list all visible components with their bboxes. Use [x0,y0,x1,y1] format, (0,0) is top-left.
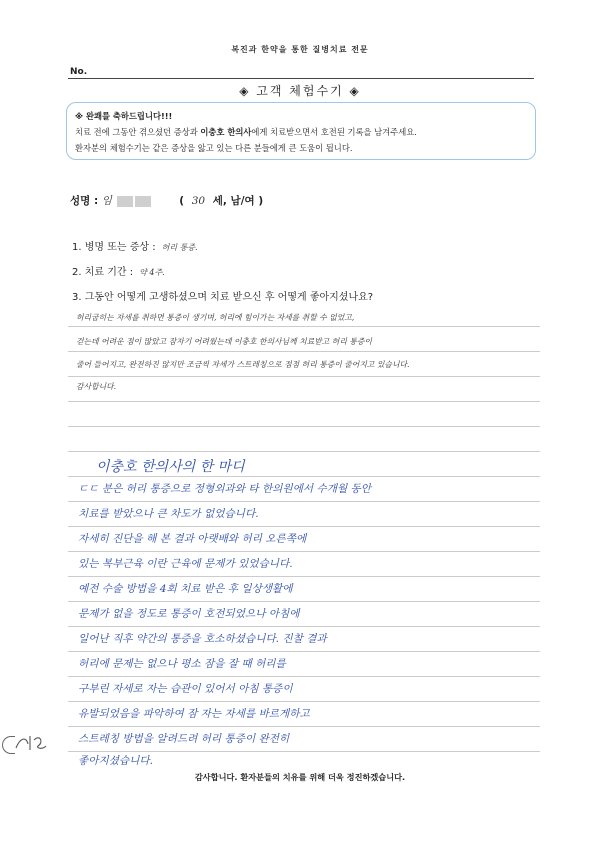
comment-line: 구부린 자세로 자는 습관이 있어서 아침 통증이 [78,683,293,695]
ruled-line [68,576,540,577]
answer-1: 허리 통증. [161,243,198,252]
notice-note: 환자분의 체험수기는 같은 증상을 앓고 있는 다른 분들에게 큰 도움이 됩니다. [75,143,353,153]
name-label: 성명 : [70,195,99,207]
name-redaction [135,196,151,207]
ruled-line [68,701,540,702]
age-gender-label: 세, 남/여 ) [212,195,264,207]
question-2-label: 2. 치료 기간 : [72,267,134,278]
notice-box [66,102,536,160]
answer-2: 약 4주. [139,268,165,277]
comment-line: 유발되었음을 파악하여 잠 자는 자세를 바르게하고 [78,708,310,720]
comment-line: 문제가 없을 정도로 통증이 호전되었으나 아침에 [78,608,300,620]
comment-heading: 이충호 한의사의 한 마디 [96,459,245,475]
notice-instruction-post: 에게 치료받으면서 호전된 기록을 남겨주세요. [251,127,417,137]
notice-instruction [75,124,527,140]
patient-info [70,193,263,208]
ruled-line [68,426,540,427]
ruled-line [68,651,540,652]
comment-line: 일어난 직후 약간의 통증을 호소하셨습니다. 진찰 결과 [78,633,327,645]
question-1-label: 1. 병명 또는 증상 : [72,242,156,253]
comment-line: 자세히 진단을 해 본 결과 아랫배와 허리 오른쪽에 [78,533,307,545]
ruled-line [68,401,540,402]
header-divider [68,78,534,79]
clinic-subtitle: 복진과 한약을 통한 질병치료 전문 [231,45,369,54]
ruled-line [68,326,540,327]
footer-thanks: 감사합니다. 환자분들의 치유를 위해 더욱 정진하겠습니다. [194,772,406,782]
ruled-line [68,626,540,627]
ruled-line [68,551,540,552]
comment-line: 스트레칭 방법을 알려드려 허리 통증이 완전히 [78,733,290,745]
ruled-line [68,501,540,502]
ruled-line [68,376,540,377]
comment-line: 좋아지셨습니다. [78,755,154,767]
comment-line: 허리에 문제는 없으나 평소 잠을 잘 때 허리를 [78,658,286,670]
age-open: ( [179,195,185,207]
answer-line: 허리굽히는 자세를 취하면 통증이 생기며, 허리에 힘이가는 자세를 취할 수 없었고, [76,313,355,322]
notice-instruction-pre: 치료 전에 그동안 겪으셨던 증상과 [75,127,201,137]
comment-line: ㄷㄷ 분은 허리 통증으로 정형외과와 타 한의원에서 수개월 동안 [78,483,372,495]
answer-line: 줄어 들어지고, 완전하진 않지만 조금씩 자세가 스트레칭으로 점점 허리 통증이 줄어지고 있습니다. [76,360,410,369]
name-value: 임 [101,195,112,207]
ruled-line [68,751,540,752]
handwritten-signature [12,728,52,756]
comment-line: 있는 복부근육 이란 근육에 문제가 있었습니다. [78,558,293,570]
ruled-line [68,726,540,727]
page-title: ◈ 고객 체험수기 ◈ [239,84,361,98]
question-1 [72,238,198,253]
ruled-line [68,676,540,677]
answer-line: 감사합니다. [76,382,117,391]
ruled-line [68,451,540,452]
question-3: 3. 그동안 어떻게 고생하셨으며 치료 받으신 후 어떻게 좋아지셨나요? [72,292,374,303]
question-2 [72,263,165,278]
comment-line: 예전 수술 방법을 4회 치료 받은 후 일상생활에 [78,583,293,595]
name-redaction [117,196,133,207]
form-number-label: No. [70,67,88,77]
doctor-name: 이충호 한의사 [200,127,252,137]
ruled-line [68,526,540,527]
answer-line: 걷는데 어려운 점이 많았고 잠자기 어려웠는데 이충호 한의사님께 치료받고 허리 통증이 [76,337,372,346]
comment-line: 치료를 받았으나 큰 차도가 없었습니다. [78,508,259,520]
age-value: 30 [191,195,206,207]
notice-heading: ※ 완쾌를 축하드립니다!!! [75,111,173,121]
ruled-line [68,351,540,352]
ruled-line [68,601,540,602]
ruled-line [68,476,540,477]
